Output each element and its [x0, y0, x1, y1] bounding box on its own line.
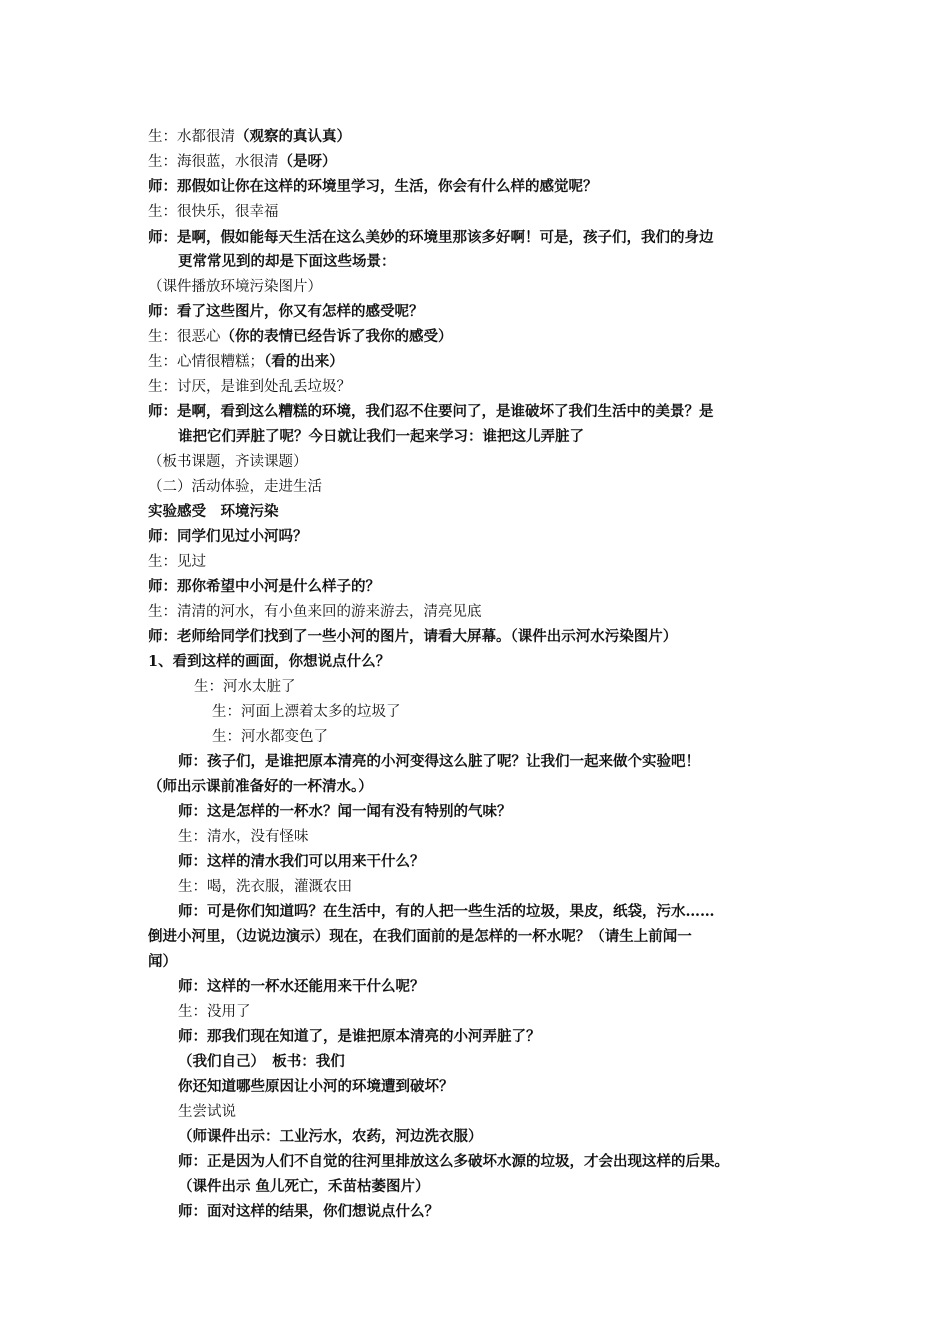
text-span: （课件播放环境污染图片） [148, 279, 322, 295]
text-line [148, 302, 424, 322]
text-line [212, 702, 401, 722]
text-span: 生：河水都变色了 [212, 729, 328, 745]
text-line [178, 1202, 439, 1222]
text-span: 师：这样的清水我们可以用来干什么？ [178, 853, 425, 870]
text-line [178, 1027, 541, 1047]
text-line [178, 877, 352, 897]
text-span: 师：那我们现在知道了，是谁把原本清亮的小河弄脏了？ [178, 1028, 541, 1045]
text-span: （看的出来） [264, 353, 344, 370]
text-span: 师：看了这些图片，你又有怎样的感受呢？ [148, 303, 424, 320]
text-line [148, 377, 351, 397]
text-span: 谁把它们弄脏了呢？今日就让我们一起来学习：谁把这儿弄脏了 [178, 428, 584, 445]
text-span: 生：很快乐，很幸福 [148, 204, 279, 220]
text-line [148, 652, 390, 672]
text-line [178, 802, 512, 822]
text-line [178, 1102, 236, 1122]
text-span: 生：喝，洗衣服，灌溉农田 [178, 879, 352, 895]
text-span: 师：那你希望中小河是什么样子的？ [148, 578, 380, 595]
text-span: 师：老师给同学们找到了一些小河的图片，请看大屏幕。（课件出示河水污染图片） [148, 628, 678, 645]
text-span: （课件出示 鱼儿死亡，禾苗枯萎图片） [178, 1178, 430, 1195]
text-line [178, 902, 715, 922]
text-span: 更常常见到的却是下面这些场景： [178, 253, 396, 270]
text-line [148, 777, 373, 797]
text-span: 生：清清的河水，有小鱼来回的游来游去，清亮见底 [148, 604, 482, 620]
text-span: 你还知道哪些原因让小河的环境遭到破坏？ [178, 1078, 454, 1095]
text-line [148, 327, 453, 347]
text-line [178, 1052, 345, 1072]
text-line [212, 727, 328, 747]
text-span: 师：孩子们，是谁把原本清亮的小河变得这么脏了呢？让我们一起来做个实验吧！ [178, 753, 700, 770]
text-span: （师课件出示：工业污水，农药，河边洗衣服） [178, 1128, 483, 1145]
text-line [148, 927, 692, 947]
text-line [148, 552, 206, 572]
text-span: 师：面对这样的结果，你们想说点什么？ [178, 1203, 439, 1220]
text-line [178, 252, 396, 272]
text-span: 生：心情很糟糕； [148, 354, 264, 370]
text-line [178, 1077, 454, 1097]
text-span: 师：同学们见过小河吗？ [148, 528, 308, 545]
text-line [148, 352, 344, 372]
text-span: 生：河水太脏了 [194, 679, 296, 695]
text-span: （二）活动体验，走进生活 [148, 479, 322, 495]
text-span: 生：水都很清 [148, 129, 235, 145]
text-line [148, 177, 598, 197]
text-span: 生：清水，没有怪味 [178, 829, 309, 845]
text-line [148, 477, 322, 497]
text-line [194, 677, 296, 697]
text-span: （你的表情已经告诉了我你的感受） [220, 328, 453, 345]
text-span: 生：海很蓝，水很清 [148, 154, 279, 170]
text-span: 闻） [148, 953, 177, 970]
text-span: 1、看到这样的画面，你想说点什么？ [148, 653, 391, 670]
text-span: 生：讨厌，是谁到处乱丢垃圾？ [148, 379, 351, 395]
text-line [178, 1152, 729, 1172]
text-span: （板书课题，齐读课题） [148, 454, 308, 470]
text-line [178, 1127, 483, 1147]
text-line [178, 827, 309, 847]
text-line [148, 502, 279, 522]
text-span: 生：河面上漂着太多的垃圾了 [212, 704, 401, 720]
text-line [148, 527, 308, 547]
text-span: 师：这是怎样的一杯水？闻一闻有没有特别的气味？ [178, 803, 512, 820]
text-line [148, 402, 714, 422]
text-line [148, 952, 177, 972]
text-span: 师：是啊，假如能每天生活在这么美妙的环境里那该多好啊！可是，孩子们，我们的身边 [148, 229, 714, 246]
text-span: 生尝试说 [178, 1104, 236, 1120]
text-span: （是呀） [278, 153, 337, 170]
text-line [178, 752, 700, 772]
text-line [148, 577, 380, 597]
text-span: 师：那假如让你在这样的环境里学习，生活，你会有什么样的感觉呢？ [148, 178, 598, 195]
text-span: 师：正是因为人们不自觉的往河里排放这么多破坏水源的垃圾，才会出现这样的后果。 [178, 1153, 729, 1170]
text-span: （我们自己） 板书：我们 [178, 1053, 345, 1070]
text-line [148, 127, 351, 147]
text-span: 实验感受 环境污染 [148, 503, 279, 520]
text-line [148, 228, 714, 248]
text-line [148, 602, 482, 622]
text-span: 倒进小河里，（边说边演示）现在，在我们面前的是怎样的一杯水呢？（请生上前闻一 [148, 928, 692, 945]
text-line [148, 202, 279, 222]
text-line [178, 1002, 251, 1022]
text-line [148, 152, 337, 172]
text-span: 生：很恶心 [148, 329, 221, 345]
text-line [178, 427, 584, 447]
text-span: 师：是啊，看到这么糟糕的环境，我们忍不住要问了，是谁破坏了我们生活中的美景？是 [148, 403, 714, 420]
text-span: 生：没用了 [178, 1004, 251, 1020]
text-line [178, 1177, 430, 1197]
text-span: 师：这样的一杯水还能用来干什么呢？ [178, 978, 425, 995]
text-span: （师出示课前准备好的一杯清水。） [148, 778, 373, 795]
text-line [148, 277, 322, 297]
text-line [178, 977, 425, 997]
text-line [148, 627, 677, 647]
text-span: 生：见过 [148, 554, 206, 570]
text-span: （观察的真认真） [235, 128, 351, 145]
text-span: 师：可是你们知道吗？在生活中，有的人把一些生活的垃圾，果皮，纸袋，污水…… [178, 903, 715, 920]
text-line [178, 852, 425, 872]
text-line [148, 452, 308, 472]
